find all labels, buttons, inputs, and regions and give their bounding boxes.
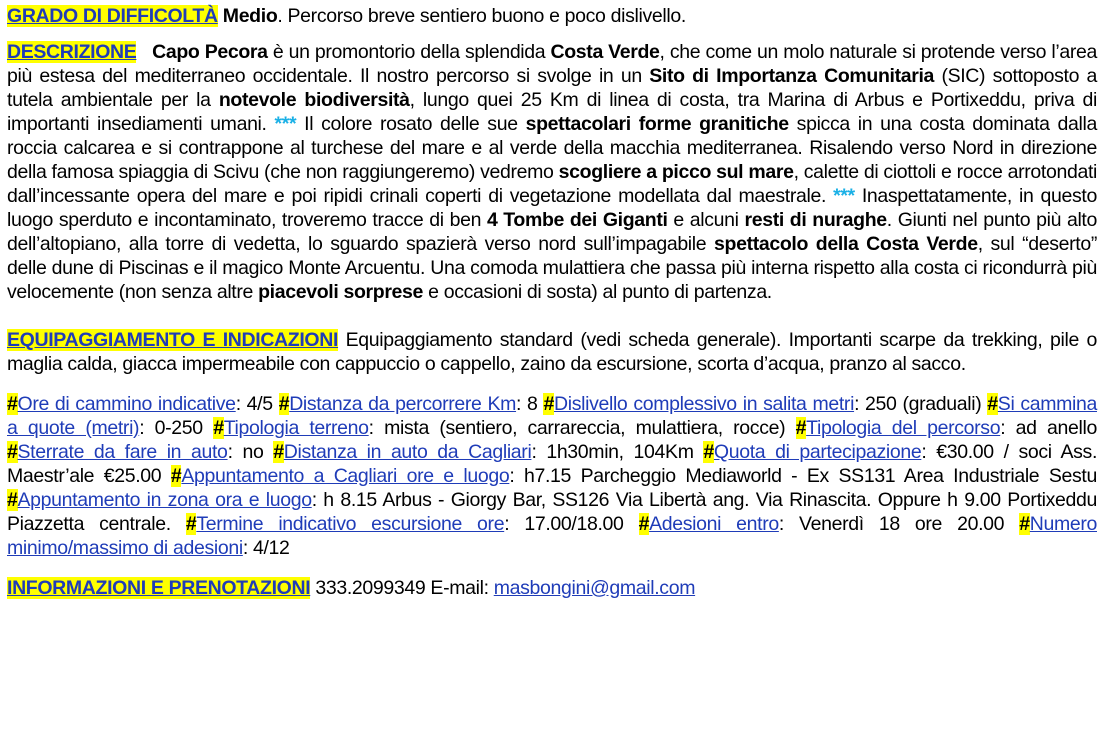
detail-value: : Venerdì 18 ore 20.00 bbox=[778, 513, 1020, 535]
detail-value: : 0-250 bbox=[139, 417, 214, 439]
description-body bbox=[7, 41, 1097, 303]
info-paragraph bbox=[7, 576, 1097, 600]
description-bold-text: Sito di Importanza Comunitaria bbox=[649, 65, 935, 87]
hash-marker: # bbox=[703, 441, 714, 463]
hash-marker: # bbox=[543, 393, 554, 415]
description-bold-text: Costa Verde bbox=[550, 41, 660, 63]
detail-label: Ore di cammino indicative bbox=[17, 393, 236, 415]
description-bold-text: resti di nuraghe bbox=[744, 209, 887, 231]
difficulty-heading: GRADO DI DIFFICOLTÀ bbox=[7, 5, 218, 27]
details-paragraph bbox=[7, 392, 1097, 560]
description-heading: DESCRIZIONE bbox=[7, 41, 137, 63]
detail-value: : 4/12 bbox=[242, 537, 290, 559]
detail-value: : 4/5 bbox=[235, 393, 279, 415]
hash-marker: # bbox=[7, 393, 18, 415]
detail-value: : h 8.15 Arbus - Giorgy Bar, SS126 Via Libertà ang. Via Rinascita. Oppure h 9.00 Portixeddu Piazzetta centrale. bbox=[7, 489, 1097, 535]
hash-marker: # bbox=[185, 513, 197, 535]
equipment-paragraph bbox=[7, 328, 1097, 376]
detail-label: Si cammina a quote (metri) bbox=[7, 393, 1098, 439]
hash-marker: # bbox=[1019, 513, 1030, 535]
hash-marker: # bbox=[7, 441, 18, 463]
description-bold-text: Capo Pecora bbox=[152, 41, 268, 63]
detail-value: : 8 bbox=[516, 393, 544, 415]
detail-label: Appuntamento a Cagliari ore e luogo bbox=[181, 465, 510, 487]
info-heading: INFORMAZIONI E PRENOTAZIONI bbox=[7, 577, 311, 599]
detail-value: : 1h30min, 104Km bbox=[531, 441, 704, 463]
description-bold-text: spettacolo della Costa Verde bbox=[714, 233, 978, 255]
description-paragraph bbox=[7, 40, 1097, 304]
detail-value: : €30.00 / soci Ass. Maestr’ale €25.00 bbox=[7, 441, 1098, 487]
detail-value: : mista (sentiero, carrareccia, mulattiera, rocce) bbox=[368, 417, 796, 439]
difficulty-paragraph bbox=[7, 4, 1097, 28]
detail-value: : no bbox=[227, 441, 274, 463]
detail-label: Dislivello complessivo in salita metri bbox=[553, 393, 855, 415]
separator-stars: *** bbox=[833, 185, 855, 207]
description-text: e occasioni di sosta) al punto di partenza. bbox=[423, 281, 772, 303]
hash-marker: # bbox=[278, 393, 290, 415]
description-bold-text: 4 Tombe dei Giganti bbox=[486, 209, 668, 231]
description-bold-text: notevole biodiversità bbox=[218, 89, 410, 111]
detail-label: Distanza da percorrere Km bbox=[289, 393, 517, 415]
description-bold-text: piacevoli sorprese bbox=[258, 281, 424, 303]
detail-label: Tipologia terreno bbox=[223, 417, 369, 439]
detail-label: Tipologia del percorso bbox=[806, 417, 1001, 439]
detail-label: Appuntamento in zona ora e luogo bbox=[17, 489, 312, 511]
detail-label: Sterrate da fare in auto bbox=[17, 441, 228, 463]
hash-marker: # bbox=[213, 417, 224, 439]
description-text: e alcuni bbox=[667, 209, 745, 231]
detail-value: : h7.15 Parcheggio Mediaworld - Ex SS131 Area Industriale Sestu bbox=[509, 465, 1097, 487]
hash-marker: # bbox=[170, 465, 182, 487]
description-bold-text: spettacolari forme granitiche bbox=[525, 113, 789, 135]
detail-label: Adesioni entro bbox=[649, 513, 779, 535]
hash-marker: # bbox=[987, 393, 998, 415]
detail-label: Quota di partecipazione bbox=[713, 441, 922, 463]
difficulty-text: . Percorso breve sentiero buono e poco dislivello. bbox=[277, 5, 686, 27]
equipment-text: Equipaggiamento standard (vedi scheda generale). Importanti scarpe da trekking, pile o maglia calda, giacca impermeabile con cappuccio o cappello, zaino da escursione, scorta d’acqua, pranzo al sacco. bbox=[7, 329, 1097, 375]
hash-marker: # bbox=[273, 441, 284, 463]
difficulty-level: Medio bbox=[222, 5, 278, 27]
hash-marker: # bbox=[638, 513, 650, 535]
description-text: . Giunti nel punto più alto dell’altopiano, alla torre di vedetta, lo sguardo spazierà verso nord sull’impagabile bbox=[7, 209, 1097, 255]
detail-label: Numero minimo/massimo di adesioni bbox=[7, 513, 1097, 559]
description-text: (SIC) sottoposto a tutela ambientale per la bbox=[7, 65, 1097, 111]
detail-value: : 17.00/18.00 bbox=[504, 513, 639, 535]
description-text: Il colore rosato delle sue bbox=[296, 113, 526, 135]
email-link[interactable]: masbongini@gmail.com bbox=[493, 577, 696, 599]
detail-value: : ad anello bbox=[1000, 417, 1098, 439]
description-text: è un promontorio della splendida bbox=[267, 41, 551, 63]
info-phone: 333.2099349 E-mail: bbox=[310, 577, 494, 599]
description-text: Inaspettatamente, in questo luogo sperduto e incontaminato, troveremo tracce di ben bbox=[7, 185, 1097, 231]
detail-label: Distanza in auto da Cagliari bbox=[283, 441, 532, 463]
separator-stars: *** bbox=[274, 113, 297, 135]
equipment-heading: EQUIPAGGIAMENTO E INDICAZIONI bbox=[7, 329, 339, 351]
hash-marker: # bbox=[795, 417, 807, 439]
description-bold-text: scogliere a picco sul mare bbox=[558, 161, 794, 183]
detail-label: Termine indicativo escursione ore bbox=[196, 513, 505, 535]
detail-value: : 250 (graduali) bbox=[854, 393, 988, 415]
description-text: , che come un molo naturale si protende verso l’area più estesa del mediterraneo occidentale. Il nostro percorso si svolge in un bbox=[7, 41, 1097, 87]
description-text: , calette di ciottoli e rocce arrotondati dall’incessante opera del mare e poi ripidi crinali coperti di vegetazione modellata dal maestrale. bbox=[7, 161, 1098, 207]
description-text: , lungo quei 25 Km di linea di costa, tra Marina di Arbus e Portixeddu, priva di importanti insediamenti umani. bbox=[7, 89, 1097, 135]
description-text: , sul “deserto” delle dune di Piscinas e il magico Monte Arcuentu. Una comoda mulattiera che passa più interna rispetto alla costa ci ricondurrà più velocemente (non senza altre bbox=[7, 233, 1098, 303]
hash-marker: # bbox=[7, 489, 18, 511]
description-text: spicca in una costa dominata dalla roccia calcarea e si contrappone al turchese del mare e al verde della macchia mediterranea. Risalendo verso Nord in direzione della famosa spiaggia di Scivu (che non raggiungeremo) vedremo bbox=[7, 113, 1098, 183]
